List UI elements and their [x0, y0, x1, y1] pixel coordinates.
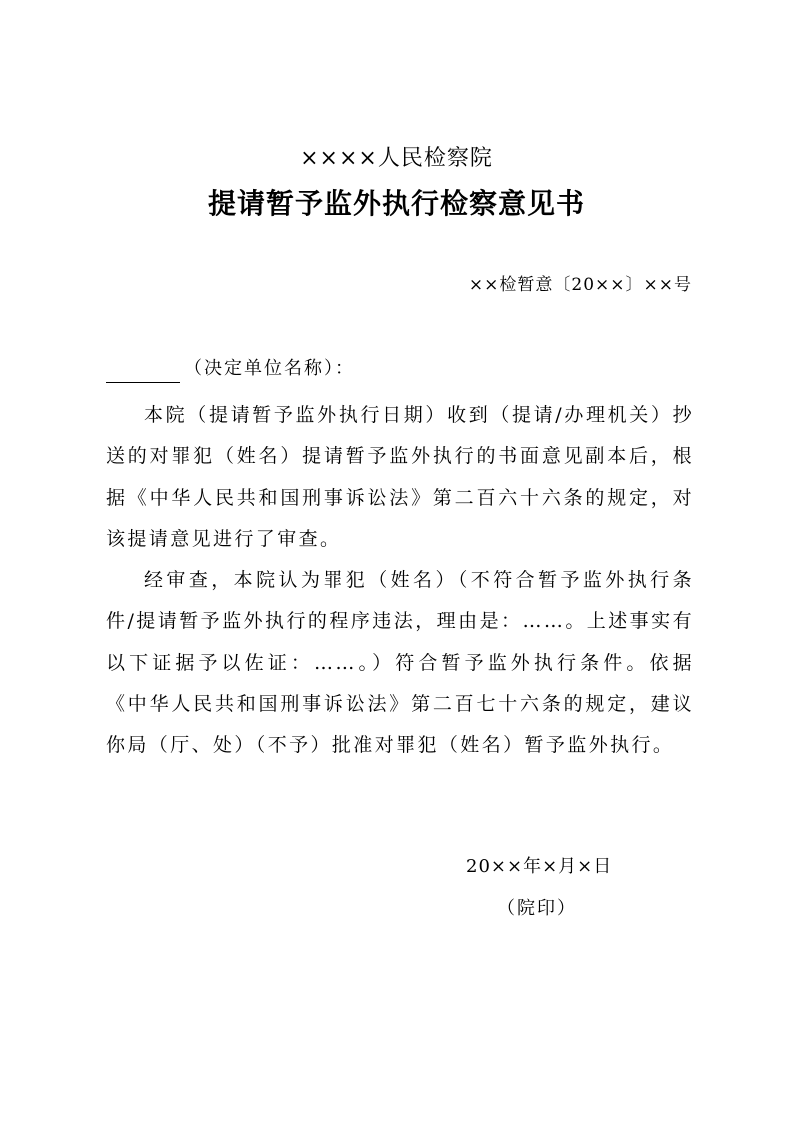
document-number: ××检暂意〔20××〕××号: [468, 275, 692, 295]
issue-date: 20××年×月×日: [466, 856, 613, 877]
document-body: [106, 395, 694, 767]
body-paragraph-1: 本院（提请暂予监外执行日期）收到（提请/办理机关）抄送的对罪犯（姓名）提请暂予监外执行的书面意见副本后，根据《中华人民共和国刑事诉讼法》第二百六十六条的规定，对该提请意见进行了审查。: [106, 404, 694, 550]
document-title: 提请暂予监外执行检察意见书: [207, 187, 585, 220]
body-paragraph-2: 经审查，本院认为罪犯（姓名）（不符合暂予监外执行条件/提请暂予监外执行的程序违法，理由是：……。上述事实有以下证据予以佐证：……。）符合暂予监外执行条件。依据《中华人民共和国刑事诉讼法》第二百七十六条的规定，建议你局（厅、处）（不予）批准对罪犯（姓名）暂予监外执行。: [106, 569, 694, 757]
organization-name: ××××人民检察院: [300, 146, 493, 171]
addressee-blank: [106, 360, 180, 383]
addressee-line: [106, 355, 355, 383]
addressee-label: （决定单位名称）：: [184, 358, 355, 379]
seal-label: （院印）: [497, 898, 577, 919]
